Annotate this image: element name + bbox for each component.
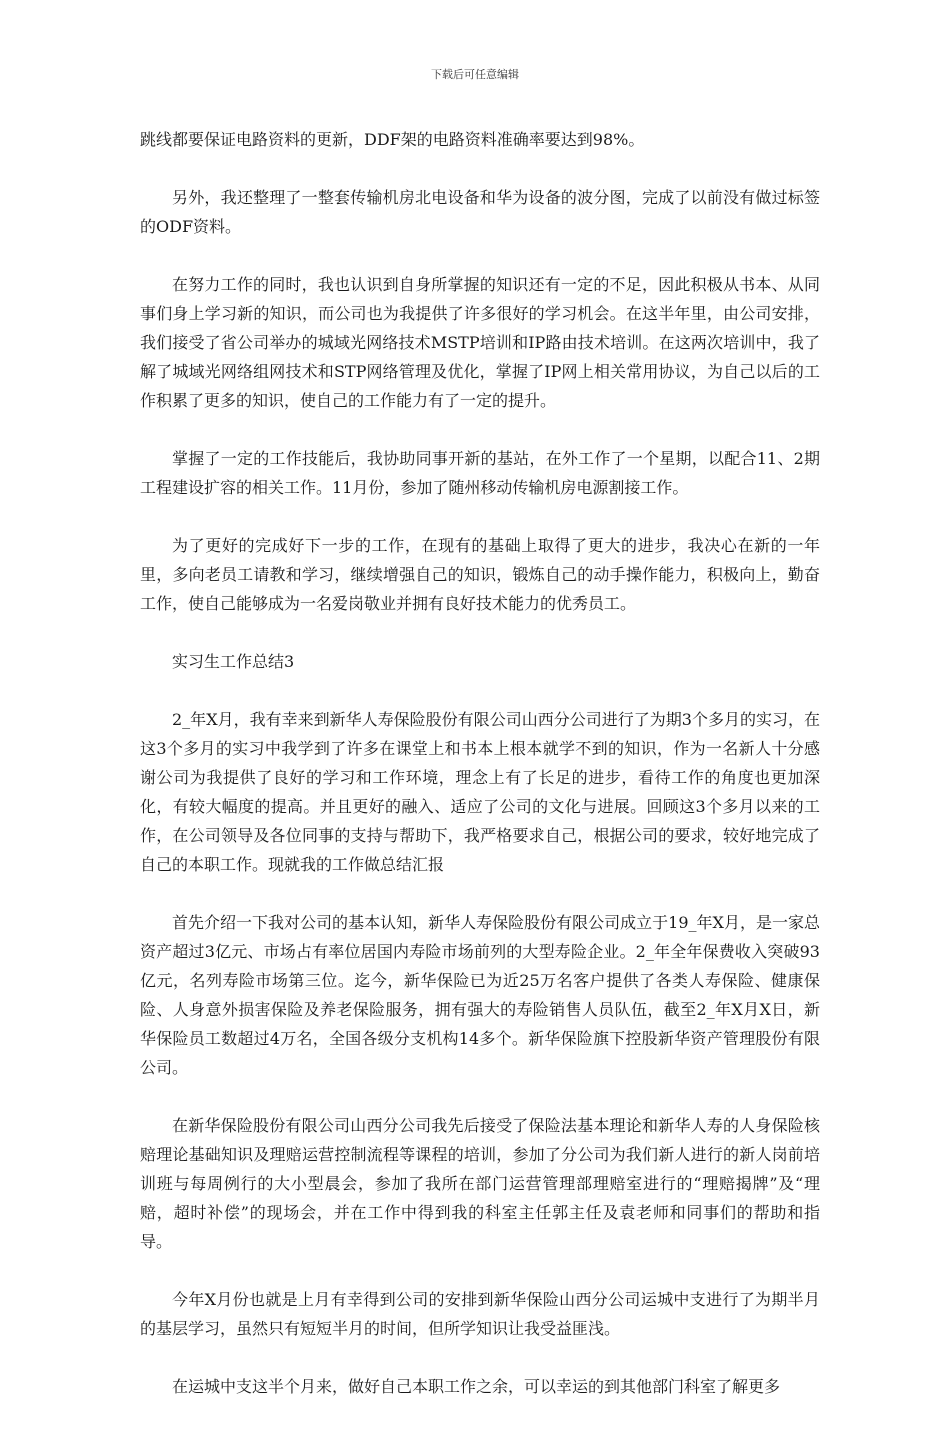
paragraph-branch-study: 今年X月份也就是上月有幸得到公司的安排到新华保险山西分公司运城中支进行了为期半月的基层学习，虽然只有短短半月的时间，但所学知识让我受益匪浅。 (140, 1290, 820, 1338)
paragraph-continuation: 跳线都要保证电路资料的更新，DDF架的电路资料准确率要达到98%。 (140, 130, 645, 149)
paragraph-learning: 在努力工作的同时，我也认识到自身所掌握的知识还有一定的不足，因此积极从书本、从同事们身上学习新的知识，而公司也为我提供了许多很好的学习机会。在这半年里，由公司安排，我们接受了省公司举办的城域光网络技术MSTP培训和IP路由技术培训。在这两次培训中，我了解了城域光网络组网技术和STP网络管理及优化，掌握了IP网上相关常用协议，为自己以后的工作积累了更多的知识，使自己的工作能力有了一定的提升。 (140, 275, 820, 410)
paragraph-branch-work: 在运城中支这半个月来，做好自己本职工作之余，可以幸运的到其他部门科室了解更多 (172, 1377, 781, 1396)
section-heading: 实习生工作总结3 (172, 652, 295, 671)
page-header-note: 下载后可任意编辑 (431, 68, 519, 81)
paragraph-future-plan: 为了更好的完成好下一步的工作，在现有的基础上取得了更大的进步，我决心在新的一年里，多向老员工请教和学习，继续增强自己的知识，锻炼自己的动手操作能力，积极向上，勤奋工作，使自己能够成为一名爱岗敬业并拥有良好技术能力的优秀员工。 (140, 536, 820, 613)
paragraph-internship-intro: 2_年X月，我有幸来到新华人寿保险股份有限公司山西分公司进行了为期3个多月的实习，在这3个多月的实习中我学到了许多在课堂上和书本上根本就学不到的知识，作为一名新人十分感谢公司为我提供了良好的学习和工作环境，理念上有了长足的进步，看待工作的角度也更加深化，有较大幅度的提高。并且更好的融入、适应了公司的文化与进展。回顾这3个多月以来的工作，在公司领导及各位同事的支持与帮助下，我严格要求自己，根据公司的要求，较好地完成了自己的本职工作。现就我的工作做总结汇报 (140, 710, 820, 874)
paragraph-odf-materials: 另外，我还整理了一整套传输机房北电设备和华为设备的波分图，完成了以前没有做过标签的ODF资料。 (140, 188, 820, 236)
document-body (140, 125, 820, 1430)
paragraph-company-intro: 首先介绍一下我对公司的基本认知，新华人寿保险股份有限公司成立于19_年X月，是一家总资产超过3亿元、市场占有率位居国内寿险市场前列的大型寿险企业。2_年全年保费收入突破93亿元，名列寿险市场第三位。迄今，新华保险已为近25万名客户提供了各类人寿保险、健康保险、人身意外损害保险及养老保险服务，拥有强大的寿险销售人员队伍，截至2_年X月X日，新华保险员工数超过4万名，全国各级分支机构14多个。新华保险旗下控股新华资产管理股份有限公司。 (140, 913, 820, 1077)
paragraph-training: 在新华保险股份有限公司山西分公司我先后接受了保险法基本理论和新华人寿的人身保险核赔理论基础知识及理赔运营控制流程等课程的培训，参加了分公司为我们新人进行的新人岗前培训班与每周例行的大小型晨会，参加了我所在部门运营管理部理赔室进行的“理赔揭牌”及“理赔，超时补偿”的现场会，并在工作中得到我的科室主任郭主任及袁老师和同事们的帮助和指导。 (140, 1116, 820, 1251)
paragraph-base-station: 掌握了一定的工作技能后，我协助同事开新的基站，在外工作了一个星期，以配合11、2期工程建设扩容的相关工作。11月份，参加了随州移动传输机房电源割接工作。 (140, 449, 820, 497)
